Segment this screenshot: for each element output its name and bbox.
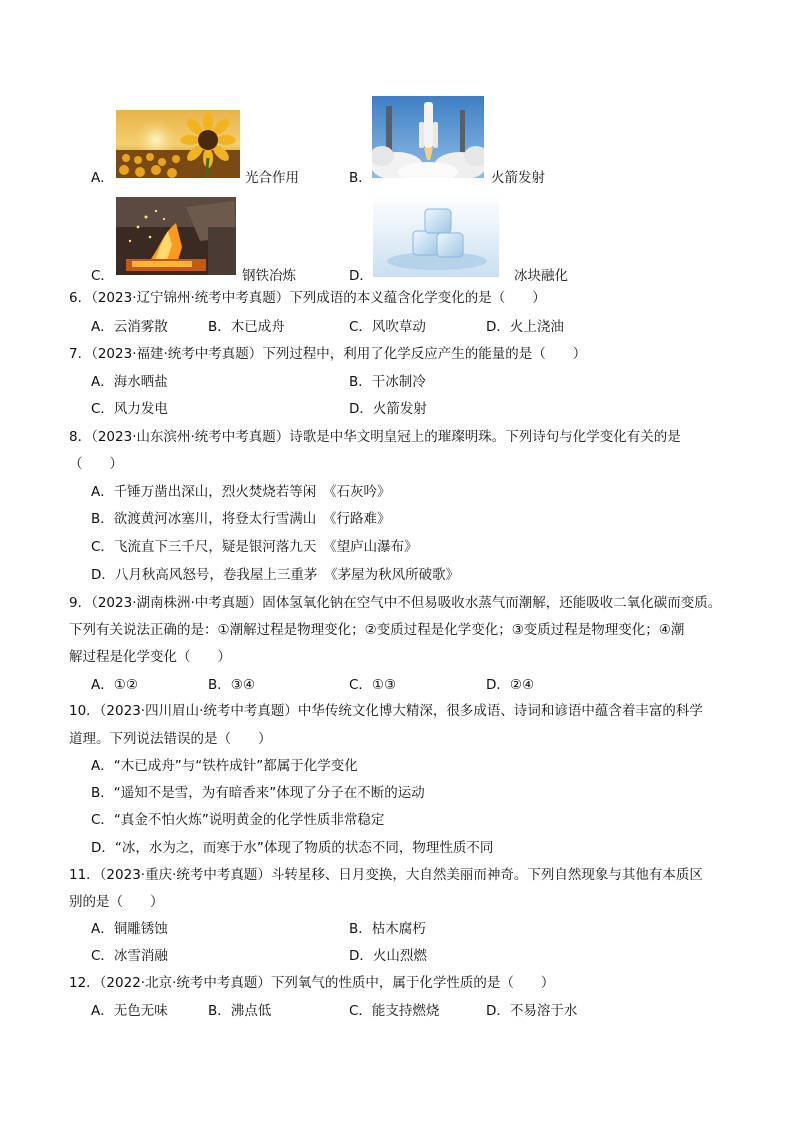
q7-option-a: A．海水晒盐 <box>91 374 168 390</box>
option-letter: C． <box>91 268 114 284</box>
option-letter: B． <box>349 170 372 186</box>
q9-option-c: C．①③ <box>349 677 397 693</box>
q12-option-c: C．能支持燃烧 <box>349 1003 440 1019</box>
option-letter: D． <box>349 268 373 284</box>
q6-option-a: A．云消雾散 <box>91 319 168 335</box>
q9-stem-line1: 9．（2023·湖南株洲·中考真题）固体氢氧化钠在空气中不但易吸收水蒸气而潮解，还能吸收二氧化碳而变质。 <box>69 595 722 611</box>
q6-option-c: C．风吹草动 <box>349 319 426 335</box>
q10-option-b: B．“遥知不是雪，为有暗香来”体现了分子在不断的运动 <box>91 785 425 801</box>
q11-option-b: B．枯木腐朽 <box>349 921 426 937</box>
q8-option-a: A．千锤万凿出深山，烈火焚烧若等闲 《石灰吟》 <box>91 484 391 500</box>
q11-stem-line2: 别的是（ ） <box>69 894 164 910</box>
ice-cubes-photo <box>373 195 499 277</box>
q11-option-d: D．火山烈燃 <box>349 948 427 964</box>
rocket-launch-photo <box>372 96 484 178</box>
option-caption: 冰块融化 <box>514 268 568 284</box>
q12-option-b: B．沸点低 <box>208 1003 272 1019</box>
q11-stem-line1: 11．（2023·重庆·统考中考真题）斗转星移、日月变换，大自然美丽而神奇。下列自然现象与其他有本质区 <box>69 867 703 883</box>
q6-option-b: B．木已成舟 <box>208 319 285 335</box>
q8-stem-line1: 8．（2023·山东滨州·统考中考真题）诗歌是中华文明皇冠上的璀璨明珠。下列诗句与化学变化有关的是 <box>69 429 681 445</box>
steel-smelting-photo <box>116 197 236 275</box>
q8-option-b: B．欲渡黄河冰塞川，将登太行雪满山 《行路难》 <box>91 511 391 527</box>
q9-option-d: D．②④ <box>486 677 535 693</box>
q10-option-d: D．“冰，水为之，而寒于水”体现了物质的状态不同，物理性质不同 <box>91 840 494 856</box>
q9-option-a: A．①② <box>91 677 138 693</box>
q10-option-c: C．“真金不怕火炼”说明黄金的化学性质非常稳定 <box>91 812 385 828</box>
q8-option-c: C．飞流直下三千尺，疑是银河落九天 《望庐山瀑布》 <box>91 539 418 555</box>
option-caption: 光合作用 <box>245 170 299 186</box>
q8-option-d: D．八月秋高风怒号，卷我屋上三重茅 《茅屋为秋风所破歌》 <box>91 567 460 583</box>
q10-option-a: A．“木已成舟”与“铁杵成针”都属于化学变化 <box>91 758 358 774</box>
q10-stem-line1: 10．（2023·四川眉山·统考中考真题）中华传统文化博大精深，很多成语、诗词和谚语中蕴含着丰富的科学 <box>69 703 703 719</box>
q11-option-a: A．铜雕锈蚀 <box>91 921 168 937</box>
option-caption: 钢铁冶炼 <box>242 268 296 284</box>
q7-option-c: C．风力发电 <box>91 401 168 417</box>
sunflower-field-photo <box>116 110 240 178</box>
q9-option-b: B．③④ <box>208 677 255 693</box>
q8-stem-line2: （ ） <box>69 456 123 472</box>
q7-stem: 7．（2023·福建·统考中考真题）下列过程中，利用了化学反应产生的能量的是（ ） <box>69 346 587 362</box>
q7-option-d: D．火箭发射 <box>349 401 427 417</box>
q6-stem: 6．（2023·辽宁锦州·统考中考真题）下列成语的本义蕴含化学变化的是（ ） <box>69 290 546 306</box>
q7-option-b: B．干冰制冷 <box>349 374 426 390</box>
q12-option-a: A．无色无味 <box>91 1003 168 1019</box>
q9-stem-line2: 下列有关说法正确的是：①潮解过程是物理变化；②变质过程是化学变化；③变质过程是物理变化；④潮 <box>69 622 685 638</box>
q12-stem: 12．（2022·北京·统考中考真题）下列氧气的性质中，属于化学性质的是（ ） <box>69 975 555 991</box>
q11-option-c: C．冰雪消融 <box>91 948 168 964</box>
q10-stem-line2: 道理。下列说法错误的是（ ） <box>69 731 272 747</box>
q12-option-d: D．不易溶于水 <box>486 1003 578 1019</box>
q9-stem-line3: 解过程是化学变化（ ） <box>69 649 231 665</box>
option-caption: 火箭发射 <box>491 170 545 186</box>
option-letter: A． <box>91 170 114 186</box>
q6-option-d: D．火上浇油 <box>486 319 564 335</box>
